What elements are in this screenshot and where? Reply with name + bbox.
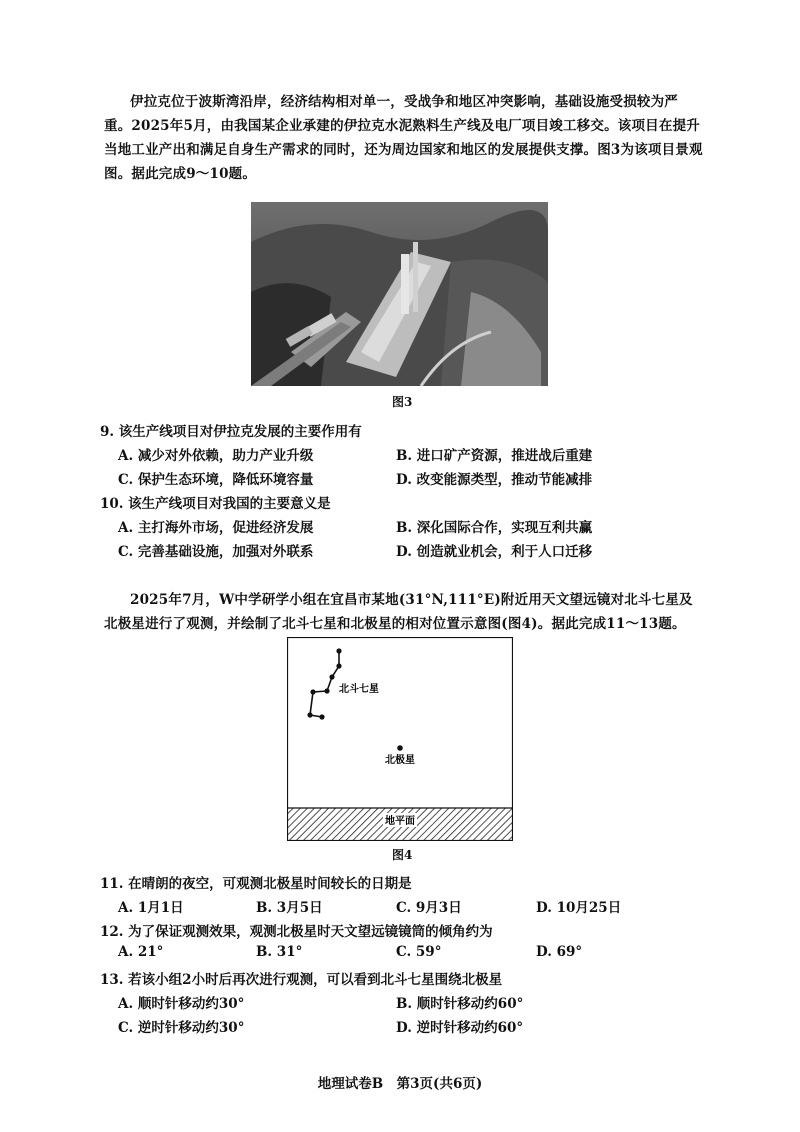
q13-option-c: C. 逆时针移动约30° xyxy=(118,1020,245,1036)
big-dipper-star xyxy=(319,714,324,719)
q11-option-c: C. 9月3日 xyxy=(396,900,462,916)
q9-option-c: C. 保护生态环境，降低环境容量 xyxy=(118,472,314,488)
big-dipper-star xyxy=(336,663,341,668)
big-dipper-star xyxy=(329,674,334,679)
figure4-diagram xyxy=(287,637,513,841)
question-13-stem: 13. 若该小组2小时后再次进行观测，可以看到北斗七星围绕北极星 xyxy=(100,972,503,988)
q9-option-b: B. 进口矿产资源，推进战后重建 xyxy=(396,448,593,464)
passage-observation: 2025年7月，W中学研学小组在宜昌市某地(31°N,111°E)附近用天文望远镜对北斗七星及北极星进行了观测，并绘制了北斗七星和北极星的相对位置示意图(图4)。据此完成11～13题。 xyxy=(104,592,693,632)
q11-option-b: B. 3月5日 xyxy=(256,900,323,916)
q11-option-d: D. 10月25日 xyxy=(536,900,622,916)
q9-option-a: A. 减少对外依赖，助力产业升级 xyxy=(118,448,314,464)
figure4-caption: 图4 xyxy=(392,848,413,862)
big-dipper-star xyxy=(324,688,329,693)
polaris-star xyxy=(397,745,403,751)
q12-option-c: C. 59° xyxy=(396,944,442,960)
horizon-label: 地平面 xyxy=(385,816,415,827)
q13-option-a: A. 顺时针移动约30° xyxy=(118,996,245,1012)
polaris-label: 北极星 xyxy=(385,755,415,766)
q9-option-d: D. 改变能源类型，推动节能减排 xyxy=(396,472,593,488)
q13-option-d: D. 逆时针移动约60° xyxy=(396,1020,524,1036)
big-dipper-star xyxy=(336,648,341,653)
big-dipper-star xyxy=(307,712,312,717)
q12-option-a: A. 21° xyxy=(118,944,164,960)
q12-option-b: B. 31° xyxy=(256,944,303,960)
q12-option-d: D. 69° xyxy=(536,944,583,960)
q11-option-a: A. 1月1日 xyxy=(118,900,184,916)
q10-option-b: B. 深化国际合作，实现互利共赢 xyxy=(396,520,593,536)
q10-option-d: D. 创造就业机会，利于人口迁移 xyxy=(396,544,593,560)
big-dipper-star xyxy=(310,689,315,694)
q13-option-b: B. 顺时针移动约60° xyxy=(396,996,524,1012)
question-11-stem: 11. 在晴朗的夜空，可观测北极星时间较长的日期是 xyxy=(100,876,412,892)
question-12-stem: 12. 为了保证观测效果，观测北极星时天文望远镜镜筒的倾角约为 xyxy=(100,924,493,940)
passage-iraq: 伊拉克位于波斯湾沿岸，经济结构相对单一，受战争和地区冲突影响，基础设施受损较为严重。2025年5月，由我国某企业承建的伊拉克水泥熟料生产线及电厂项目竣工移交。该项目在提升当地工业产出和满足自身生产需求的同时，还为周边国家和地区的发展提供支撑。图3为该项目景观图。据此完成9～10题。 xyxy=(104,94,703,182)
figure3-photo xyxy=(251,202,548,386)
question-10-stem: 10. 该生产线项目对我国的主要意义是 xyxy=(100,496,331,512)
q10-option-a: A. 主打海外市场，促进经济发展 xyxy=(118,520,314,536)
big-dipper-label: 北斗七星 xyxy=(339,684,379,695)
question-9-stem: 9. 该生产线项目对伊拉克发展的主要作用有 xyxy=(100,424,362,440)
q10-option-c: C. 完善基础设施，加强对外联系 xyxy=(118,544,314,560)
figure3-caption: 图3 xyxy=(392,395,413,409)
page-footer: 地理试卷B 第3页(共6页) xyxy=(317,1076,483,1092)
